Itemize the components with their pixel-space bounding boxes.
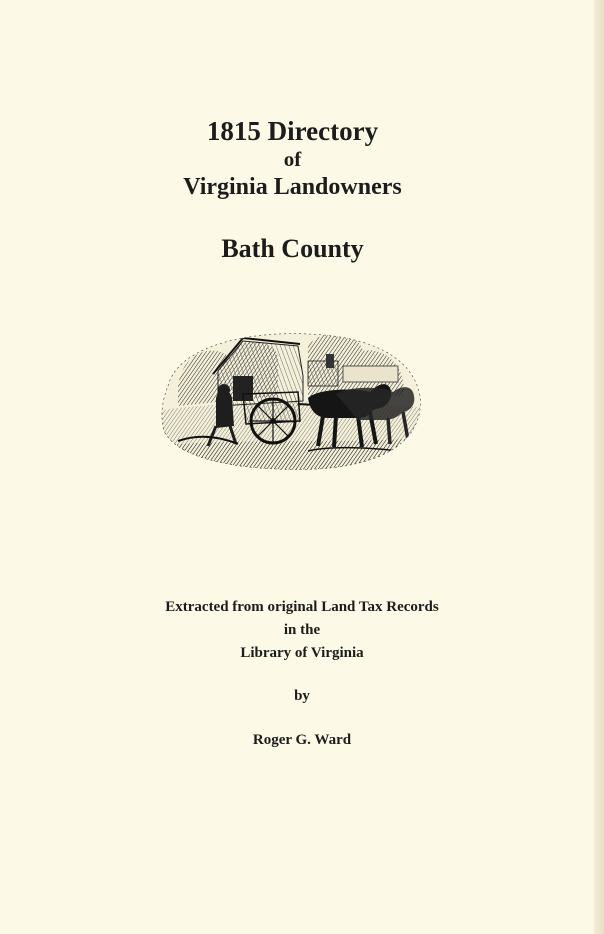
- title-block: [0, 113, 585, 265]
- title-line-1: 1815 Directory: [206, 116, 379, 146]
- title-line-2: of: [283, 147, 302, 171]
- author-name: Roger G. Ward: [252, 732, 352, 748]
- horse-cart-engraving-icon: [158, 326, 424, 472]
- page-edge: [594, 0, 604, 934]
- subtitle-block: [0, 596, 604, 752]
- title-line-3: Virginia Landowners: [183, 174, 402, 200]
- subtitle-line-1: Extracted from original Land Tax Records: [165, 599, 439, 615]
- byline: by: [294, 688, 310, 704]
- subtitle-line-3: Library of Virginia: [240, 645, 364, 661]
- subtitle-line-2: in the: [283, 622, 321, 638]
- county-title: Bath County: [221, 234, 364, 263]
